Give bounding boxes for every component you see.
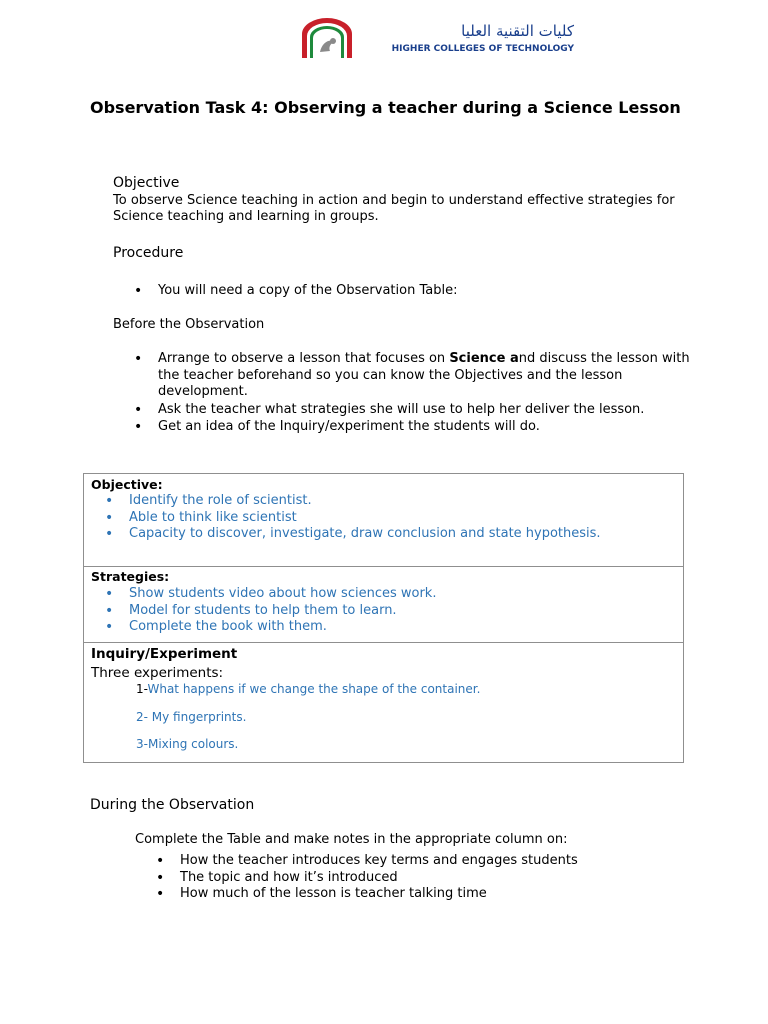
list-item: • Show students video about how sciences work. xyxy=(84,586,679,603)
list-item xyxy=(113,351,703,401)
hct-logo xyxy=(300,18,580,60)
list-item: • How the teacher introduces key terms and engages students xyxy=(135,853,695,870)
during-intro: Complete the Table and make notes in the appropriate column on: xyxy=(135,832,568,847)
title-prefix: Observation Task 4: xyxy=(90,98,275,117)
row-divider xyxy=(84,566,683,567)
procedure-list xyxy=(113,283,713,300)
list-item: • The topic and how it’s introduced xyxy=(135,870,695,887)
strategies-list xyxy=(84,586,679,636)
experiment-2: 2- My fingerprints. xyxy=(136,710,247,724)
row-divider xyxy=(84,642,683,643)
page-title xyxy=(90,96,690,120)
inquiry-subheading: Three experiments: xyxy=(91,665,224,681)
before-list xyxy=(113,351,703,437)
experiment-text: What happens if we change the shape of the container. xyxy=(147,682,481,696)
procedure-heading: Procedure xyxy=(113,245,184,261)
objective-list xyxy=(84,493,679,543)
list-item: • Complete the book with them. xyxy=(84,619,679,636)
experiment-1 xyxy=(136,682,480,696)
item-text: Arrange to observe a lesson that focuses on xyxy=(158,351,450,366)
during-list xyxy=(135,853,695,903)
objective-label: Objective: xyxy=(91,477,163,492)
experiment-number: 1- xyxy=(136,682,148,696)
list-item: • Get an idea of the Inquiry/experiment the students will do. xyxy=(113,419,703,436)
during-heading: During the Observation xyxy=(90,797,255,813)
observation-table xyxy=(83,473,684,763)
experiment-3: 3-Mixing colours. xyxy=(136,737,239,751)
objective-heading: Objective xyxy=(113,175,180,191)
strategies-label: Strategies: xyxy=(91,569,170,584)
before-heading: Before the Observation xyxy=(113,317,265,332)
list-item: • Model for students to help them to learn. xyxy=(84,603,679,620)
arch-emblem-icon xyxy=(300,18,354,58)
list-item: • Capacity to discover, investigate, draw conclusion and state hypothesis. xyxy=(84,526,679,543)
list-item: • Identify the role of scientist. xyxy=(84,493,679,510)
inquiry-label: Inquiry/Experiment xyxy=(91,646,238,662)
item-bold-text: Science a xyxy=(449,351,519,366)
logo-english-text: HIGHER COLLEGES OF TECHNOLOGY xyxy=(391,44,574,54)
list-item: • Ask the teacher what strategies she will use to help her deliver the lesson. xyxy=(113,402,703,419)
list-item: • How much of the lesson is teacher talking time xyxy=(135,886,695,903)
list-item: • Able to think like scientist xyxy=(84,510,679,527)
objective-text: To observe Science teaching in action and begin to understand effective strategies for Science teaching and learning in groups. xyxy=(113,193,675,224)
list-item: • You will need a copy of the Observation Table: xyxy=(113,283,713,300)
logo-arabic-text: كليات التقنية العليا xyxy=(461,22,574,40)
title-main: Observing a teacher during a Science Lesson xyxy=(274,98,681,117)
item-text: nd discuss the lesson with the teacher beforehand so you can know the Objectives and the lesson development. xyxy=(158,351,690,399)
